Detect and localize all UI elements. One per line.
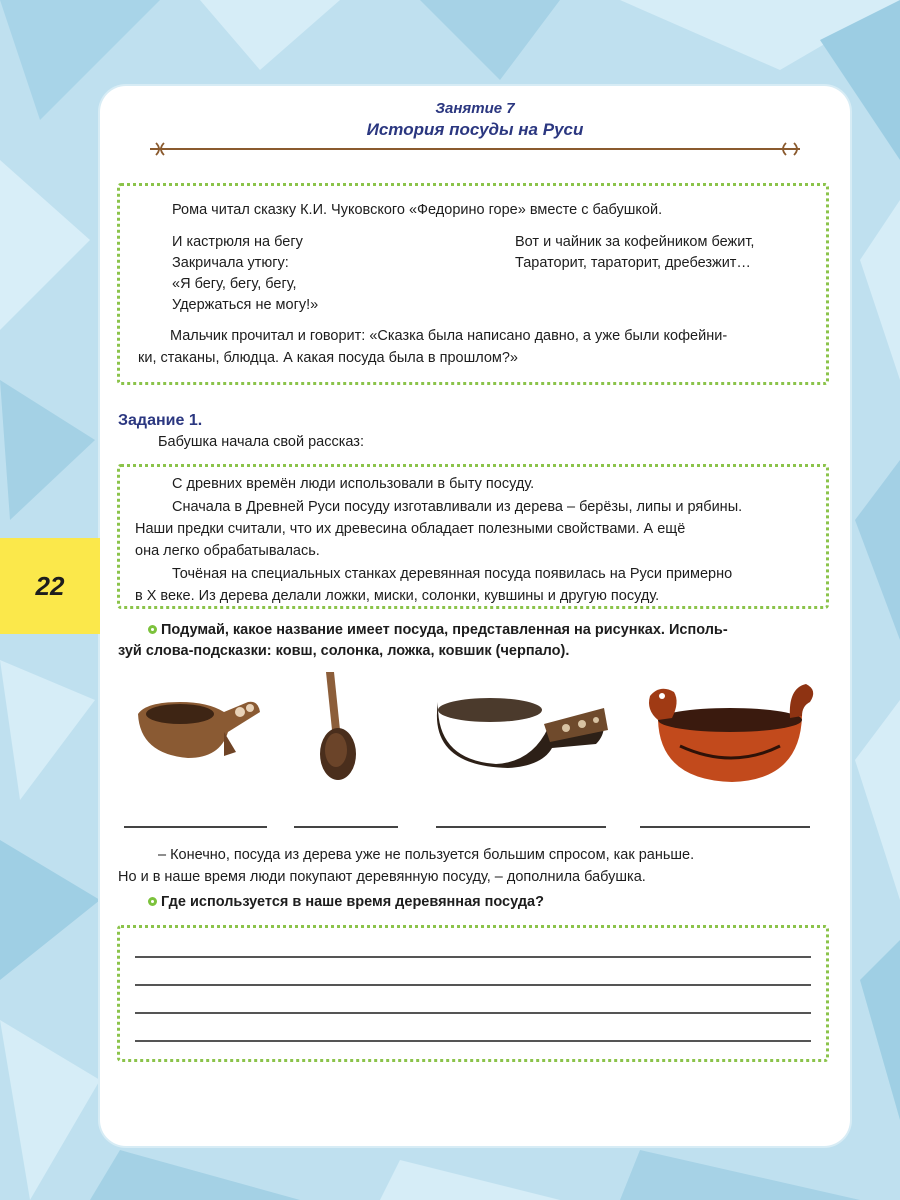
writing-line-1[interactable]: [135, 956, 811, 958]
story-p3-line-2: в X веке. Из дерева делали ложки, миски, солонки, кувшины и другую посуду.: [135, 588, 660, 604]
grandma-line-2: Но и в наше время люди покупают деревянную посуду, – дополнила бабушка.: [118, 869, 646, 885]
bullet-icon: [148, 625, 157, 634]
lesson-title: История посуды на Руси: [366, 120, 584, 139]
story-p3-line-1: Точёная на специальных станках деревянная посуда появилась на Руси примерно: [172, 566, 733, 582]
task-1-intro: Бабушка начала свой рассказ:: [158, 434, 364, 450]
answer-line-1[interactable]: [124, 826, 267, 828]
salt-cellar-image: [128, 682, 268, 772]
title-ornament: [150, 140, 800, 158]
boy-question-line-2: ки, стаканы, блюдца. А какая посуда была в прошлом?»: [138, 350, 518, 366]
bullet-icon: [148, 897, 157, 906]
lesson-number: Занятие 7: [435, 100, 515, 117]
question-2: Где используется в наше время деревянная посуда?: [148, 892, 544, 913]
task-1-label: Задание 1.: [118, 412, 203, 429]
poem-left-line-2: Закричала утюгу:: [172, 255, 289, 271]
poem-left-line-4: Удержаться не могу!»: [172, 297, 319, 313]
question-1-line-2: зуй слова-подсказки: ковш, солонка, ложка, ковшик (черпало).: [118, 643, 570, 659]
story-p2-line-2: Наши предки считали, что их древесина обладает полезными свойствами. А ещё: [135, 521, 686, 537]
boy-question-line-1: Мальчик прочитал и говорит: «Сказка была написано давно, а уже были кофейни-: [170, 328, 728, 344]
writing-line-2[interactable]: [135, 984, 811, 986]
writing-line-4[interactable]: [135, 1040, 811, 1042]
story-p2-line-3: она легко обрабатывалась.: [135, 543, 320, 559]
answer-line-4[interactable]: [640, 826, 810, 828]
dark-ladle-image: [432, 684, 612, 770]
question-1-line-1: Подумай, какое название имеет посуда, представленная на рисунках. Исполь-: [148, 620, 728, 641]
answer-line-2[interactable]: [294, 826, 398, 828]
poem-left-line-3: «Я бегу, бегу, бегу,: [172, 276, 297, 292]
writing-line-3[interactable]: [135, 1012, 811, 1014]
wooden-spoon-image: [300, 668, 380, 788]
bird-kovsh-image: [640, 676, 820, 788]
grandma-line-1: – Конечно, посуда из дерева уже не пользуется большим спросом, как раньше.: [158, 847, 695, 863]
page-number: 22: [35, 570, 65, 601]
story-p2-line-1: Сначала в Древней Руси посуду изготавливали из дерева – берёзы, липы и рябины.: [172, 499, 743, 515]
poem-right-line-1: Вот и чайник за кофейником бежит,: [515, 234, 755, 250]
page-number-tab: [0, 538, 100, 634]
intro-lead: Рома читал сказку К.И. Чуковского «Федорино горе» вместе с бабушкой.: [172, 202, 663, 218]
answer-line-3[interactable]: [436, 826, 606, 828]
story-p1: С древних времён люди использовали в быту посуду.: [172, 476, 535, 492]
poem-left-line-1: И кастрюля на бегу: [172, 234, 303, 250]
poem-right-line-2: Тараторит, тараторит, дребезжит…: [515, 255, 751, 271]
